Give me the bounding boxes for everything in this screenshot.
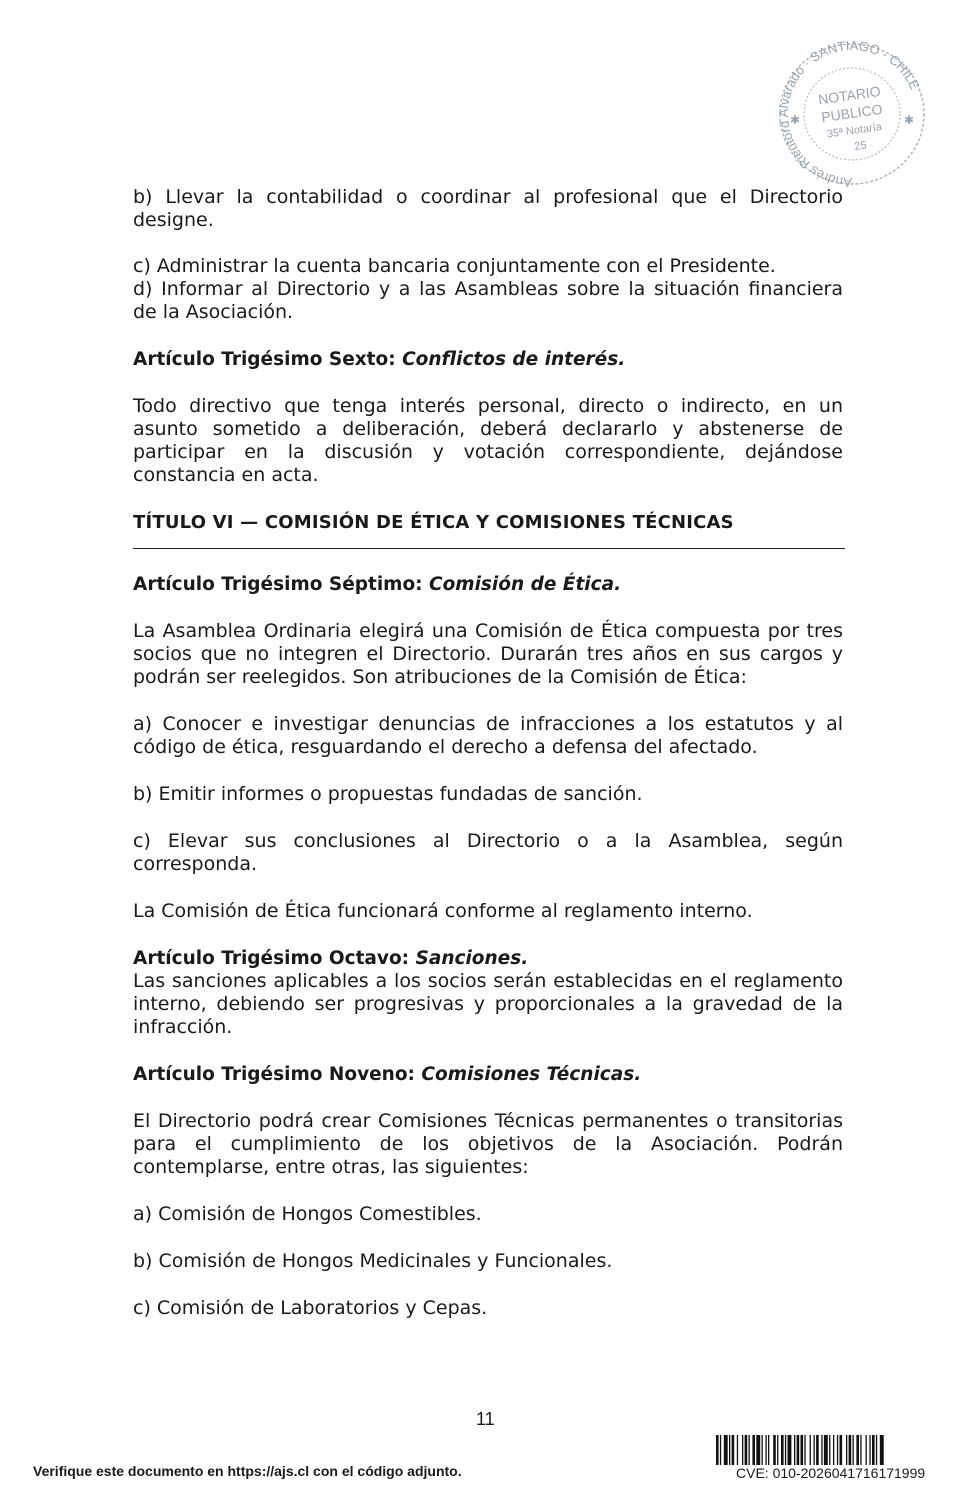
stamp-line-3: 35ª Notaría xyxy=(826,121,883,141)
article-36-body: Todo directivo que tenga interés personal, directo o indirecto, en un asunto sometido a deliberación, deberá declararlo y abstenerse de participar en la discusión y votación correspondiente, dejándose constancia en acta. xyxy=(133,395,843,486)
article-37-closing: La Comisión de Ética funcionará conforme al reglamento interno. xyxy=(133,900,753,922)
article-subtitle: Sanciones. xyxy=(415,948,529,969)
notary-stamp xyxy=(776,40,928,188)
barcode-icon xyxy=(716,1435,948,1465)
page-number: 11 xyxy=(476,1409,495,1429)
article-subtitle: Comisión de Ética. xyxy=(429,574,622,595)
stamp-line-1: NOTARIO xyxy=(817,82,882,108)
article-37-body: La Asamblea Ordinaria elegirá una Comisión de Ética compuesta por tres socios que no integren el Directorio. Durarán tres años en sus cargos y podrán ser reelegidos. Son atribuciones de la Comisión de Ética: xyxy=(133,620,843,688)
stamp-line-4: 25 xyxy=(853,139,868,153)
document-body xyxy=(133,186,843,1320)
verification-note: Verifique este documento en https://ajs.cl con el código adjunto. xyxy=(33,1463,462,1479)
article-subtitle: Conflictos de interés. xyxy=(402,349,626,370)
article-39-heading xyxy=(133,1063,843,1086)
article-39-item-a: a) Comisión de Hongos Comestibles. xyxy=(133,1203,482,1225)
article-label: Artículo Trigésimo Séptimo: xyxy=(133,574,429,595)
cve-code: CVE: 010-2026041716171999 xyxy=(736,1465,926,1481)
article-39-item-b: b) Comisión de Hongos Medicinales y Funcionales. xyxy=(133,1250,613,1272)
title-vi-heading: TÍTULO VI — COMISIÓN DE ÉTICA Y COMISIONES TÉCNICAS xyxy=(133,512,734,533)
article-label: Artículo Trigésimo Octavo: xyxy=(133,948,416,969)
article-39-item-c: c) Comisión de Laboratorios y Cepas. xyxy=(133,1297,488,1319)
article-label: Artículo Trigésimo Noveno: xyxy=(133,1064,422,1085)
stamp-star-icon: ✱ xyxy=(904,113,915,127)
article-36-heading xyxy=(133,348,843,371)
item-b-contabilidad: b) Llevar la contabilidad o coordinar al profesional que el Directorio designe. xyxy=(133,186,843,231)
article-37-heading xyxy=(133,573,843,596)
article-label: Artículo Trigésimo Sexto: xyxy=(133,349,403,370)
article-38-body: Las sanciones aplicables a los socios serán establecidas en el reglamento interno, debiendo ser progresivas y proporcionales a la gravedad de la infracción. xyxy=(133,970,843,1038)
article-38-heading xyxy=(133,947,843,970)
stamp-line-2: PUBLICO xyxy=(820,100,884,126)
article-37-item-a: a) Conocer e investigar denuncias de infracciones a los estatutos y al código de ética, resguardando el derecho a defensa del afectado. xyxy=(133,713,843,758)
article-39-body: El Directorio podrá crear Comisiones Técnicas permanentes o transitorias para el cumplimiento de los objetivos de la Asociación. Podrán contemplarse, entre otras, las siguientes: xyxy=(133,1110,843,1178)
section-divider xyxy=(133,548,845,549)
article-subtitle: Comisiones Técnicas. xyxy=(421,1064,642,1085)
item-c-cuenta-bancaria: c) Administrar la cuenta bancaria conjuntamente con el Presidente. xyxy=(133,255,776,277)
article-37-item-c: c) Elevar sus conclusiones al Directorio o a la Asamblea, según corresponda. xyxy=(133,830,843,875)
stamp-ring-text: Andrés Rieutord Alvarado · SANTIAGO - CHILE xyxy=(776,40,923,188)
article-37-item-b: b) Emitir informes o propuestas fundadas de sanción. xyxy=(133,783,643,805)
stamp-star-icon: ✱ xyxy=(790,113,801,127)
item-d-informar: d) Informar al Directorio y a las Asambleas sobre la situación financiera de la Asociación. xyxy=(133,278,843,323)
